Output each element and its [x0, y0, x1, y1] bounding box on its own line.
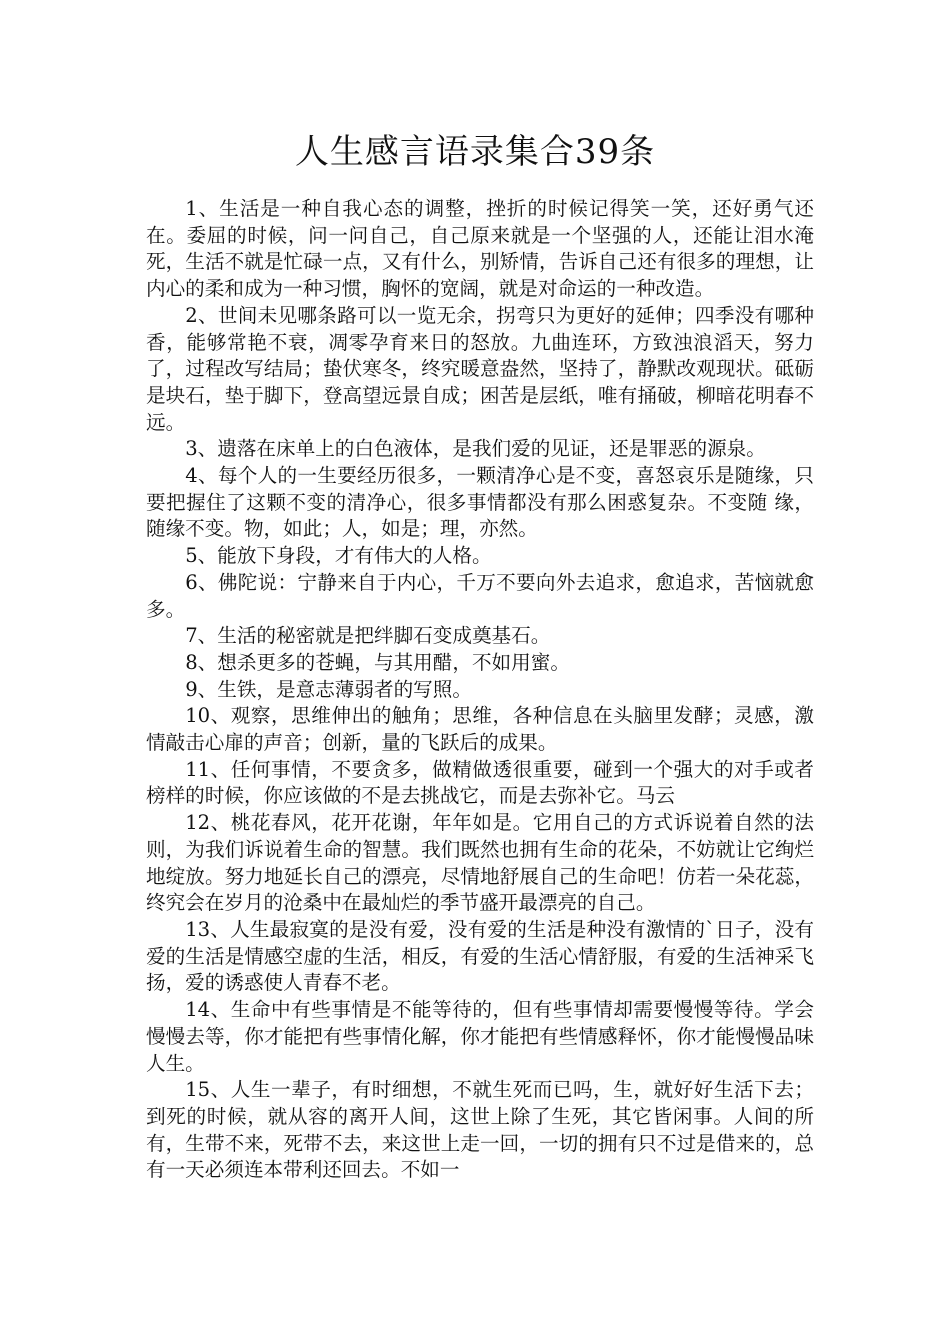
paragraph-4: 4、每个人的一生要经历很多，一颗清净心是不变，喜怒哀乐是随缘，只 要把握住了这颗不变的清净心，很多事情都没有那么困惑复杂。不变随 缘，随缘不变。物，如此；人，如是；理，亦然。: [146, 464, 814, 541]
paragraph-3: 3、遗落在床单上的白色液体，是我们爱的见证，还是罪恶的源泉。: [185, 437, 766, 461]
paragraph-12: 12、桃花春风，花开花谢，年年如是。它用自己的方式诉说着自然的法则，为我们诉说着生命的智慧。我们既然也拥有生命的花朵，不妨就让它绚烂地绽放。努力地延长自己的漂亮，尽情地舒展自己的生命吧！仿若一朵花蕊，终究会在岁月的沧桑中在最灿烂的季节盛开最漂亮的自己。: [146, 811, 814, 915]
document-body: [146, 196, 814, 1184]
paragraph-9: 9、生铁，是意志薄弱者的写照。: [185, 677, 472, 701]
paragraph-14: 14、生命中有些事情是不能等待的，但有些事情却需要慢慢等待。学会慢慢去等，你才能把有些事情化解，你才能把有些情感释怀，你才能慢慢品味人生。: [146, 998, 814, 1075]
document-title: 人生感言语录集合39条: [294, 132, 656, 172]
paragraph-5: 5、能放下身段，才有伟大的人格。: [185, 544, 492, 568]
paragraph-2: 2、世间未见哪条路可以一览无余，拐弯只为更好的延伸；四季没有哪种香，能够常艳不衰，凋零孕育来日的怒放。九曲连环，方致浊浪滔天，努力了，过程改写结局；蛰伏寒冬，终究暖意盎然，坚持了，静默改观现状。砥砺是块石，垫于脚下，登高望远景自成；困苦是层纸，唯有捅破，柳暗花明春不远。: [146, 303, 814, 434]
paragraph-1: 1、生活是一种自我心态的调整，挫折的时候记得笑一笑，还好勇气还在。委屈的时候，问一问自己，自己原来就是一个坚强的人，还能让泪水淹死，生活不就是忙碌一点，又有什么，别矫情，告诉自己还有很多的理想，让内心的柔和成为一种习惯，胸怀的宽阔，就是对命运的一种改造。: [146, 197, 814, 301]
paragraph-11: 11、任何事情，不要贪多，做精做透很重要，碰到一个强大的对手或者榜样的时候，你应该做的不是去挑战它，而是去弥补它。马云: [146, 757, 814, 808]
paragraph-7: 7、生活的秘密就是把绊脚石变成奠基石。: [185, 624, 551, 648]
paragraph-6: 6、佛陀说：宁静来自于内心，千万不要向外去追求，愈追求，苦恼就愈多。: [146, 570, 814, 621]
paragraph-13: 13、人生最寂寞的是没有爱，没有爱的生活是种没有激情的`日子，没有爱的生活是情感空虚的生活，相反，有爱的生活心情舒服，有爱的生活神采飞扬，爱的诱惑使人青春不老。: [146, 917, 814, 995]
paragraph-10: 10、观察，思维伸出的触角；思维，各种信息在头脑里发酵；灵感，激情敲击心扉的声音；创新，量的飞跃后的成果。: [146, 704, 814, 755]
paragraph-15: 15、人生一辈子，有时细想，不就生死而已吗，生，就好好生活下去；到死的时候，就从容的离开人间，这世上除了生死，其它皆闲事。人间的所有，生带不来，死带不去，来这世上走一回，一切的拥有只不过是借来的，总有一天必须连本带利还回去。不如一: [146, 1078, 814, 1182]
paragraph-8: 8、想杀更多的苍蝇，与其用醋，不如用蜜。: [185, 650, 570, 674]
